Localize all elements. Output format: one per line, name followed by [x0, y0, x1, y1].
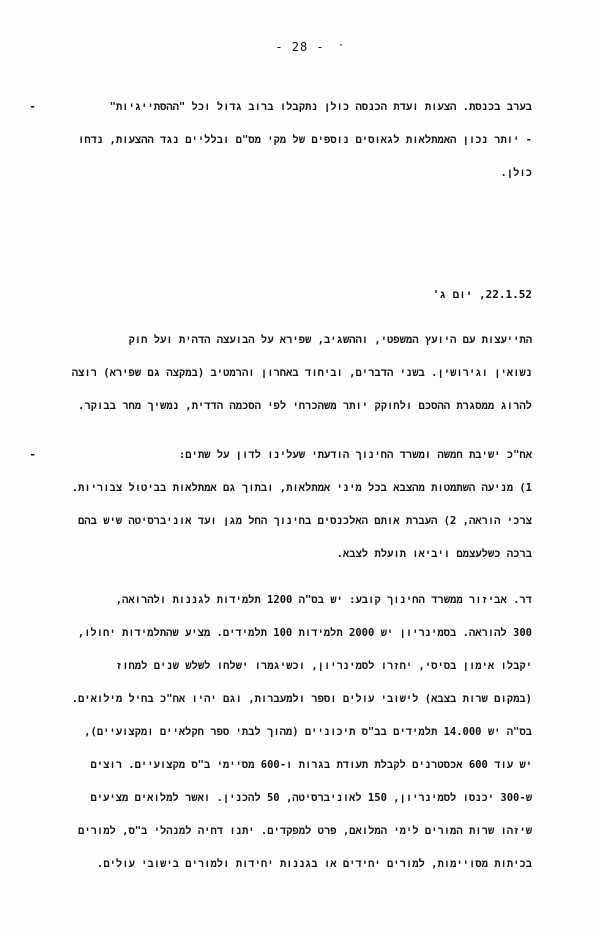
- section3-dash: -: [29, 448, 36, 461]
- section2-line-3: להרוג ממסגרת ההסכם ולחוקק יותר משהכרחי לפי הסכמה הדדית, נמשיך מחר בבוקר.: [78, 400, 532, 412]
- section4-line-3: יקבלו אימון בסיסי, יחזרו לסמינריון, וכשיגמרו ישלחו לשלש שנים למחוז: [115, 660, 532, 672]
- section3-line-1: אח"כ ישיבת חמשה ומשרד החינוך הודעתי שעלינו לדון על שתים:: [178, 449, 532, 461]
- date-header: 22.1.52, יום ג': [432, 288, 532, 301]
- stray-mark: ·: [338, 40, 345, 51]
- section3-line-3: צרכי הוראה, 2) העברת אותם האלכנסים בחינוך החל מגן ועד אוניברסיטה שיש בהם: [77, 515, 532, 527]
- section4-line-2: 300 להוראה. בסמינריון יש 2000 תלמידות 100 תלמידים. מציע שהתלמידות יחולו,: [77, 627, 532, 639]
- section1-line-2: - יותר נכון האמתלאות לגאוסים נוספים של מקי מס"ם ובלליים נגד ההצעות, נדחו: [78, 134, 532, 146]
- section4-line-4: (במקום שרות בצבא) לישובי עולים וספר ולמעברות, וגם יהיו אח"כ בחיל מילואים.: [71, 693, 532, 705]
- section3-line-4: ברכה כשלעצמם ויביאו תועלת לצבא.: [336, 548, 532, 560]
- section3-line-2: 1) מניעה השתמטות מהצבא בכל מיני אמתלאות, ובתוך גם אמתלאות בביטול צבוריות.: [71, 482, 532, 494]
- section4-line-8: שיזהו שרות המורים לימי המלואם, פרט למפקדים. יתנו דחיה למנהלי ב"ס, למורים: [78, 825, 532, 837]
- section4-line-9: בכיתות מסויימות, למורים יחידים או בגננות יחידות ולמורים בישובי עולים.: [97, 858, 532, 870]
- section4-line-5: בס"ה יש 14.000 תלמידים בב"ס תיכוניים (מהוך לבתי ספר חקלאיים ומקצועיים),: [84, 726, 532, 738]
- section1-line-1: בערב בכנסת. הצעות ועדת הכנסה כולן נתקבלו ברוב גדול וכל "ההסתייגיות": [109, 101, 532, 113]
- section1-dash: -: [29, 100, 36, 113]
- section4-line-1: דר. אביזור ממשרד החינוך קובע: יש בס"ה 1200 תלמידות לגננות ולהרואה,: [115, 594, 532, 606]
- section1-line-3: כולן.: [500, 167, 532, 179]
- section2-line-2: נשואין וגירושין. בשני הדברים, וביחוד באחרון והרמטיב (במקצה גם שפירא) רוצה: [71, 367, 532, 379]
- page-number: - 28 -: [275, 40, 325, 54]
- section4-line-6: יש עוד 600 אכסטרנים לקבלת תעודת בגרות ו-600 מסיימי ב"ס מקצועיים. רוצים: [90, 759, 532, 771]
- section2-line-1: התייעצות עם היועץ המשפטי, וההשגיב, שפירא על הבועצה הדהית ועל חוק: [128, 334, 532, 346]
- section4-line-7: ש-300 יכנסו לסמינריון, 150 לאוניברסיטה, 50 להכנין. ואשר למלואים מציעים: [90, 792, 532, 804]
